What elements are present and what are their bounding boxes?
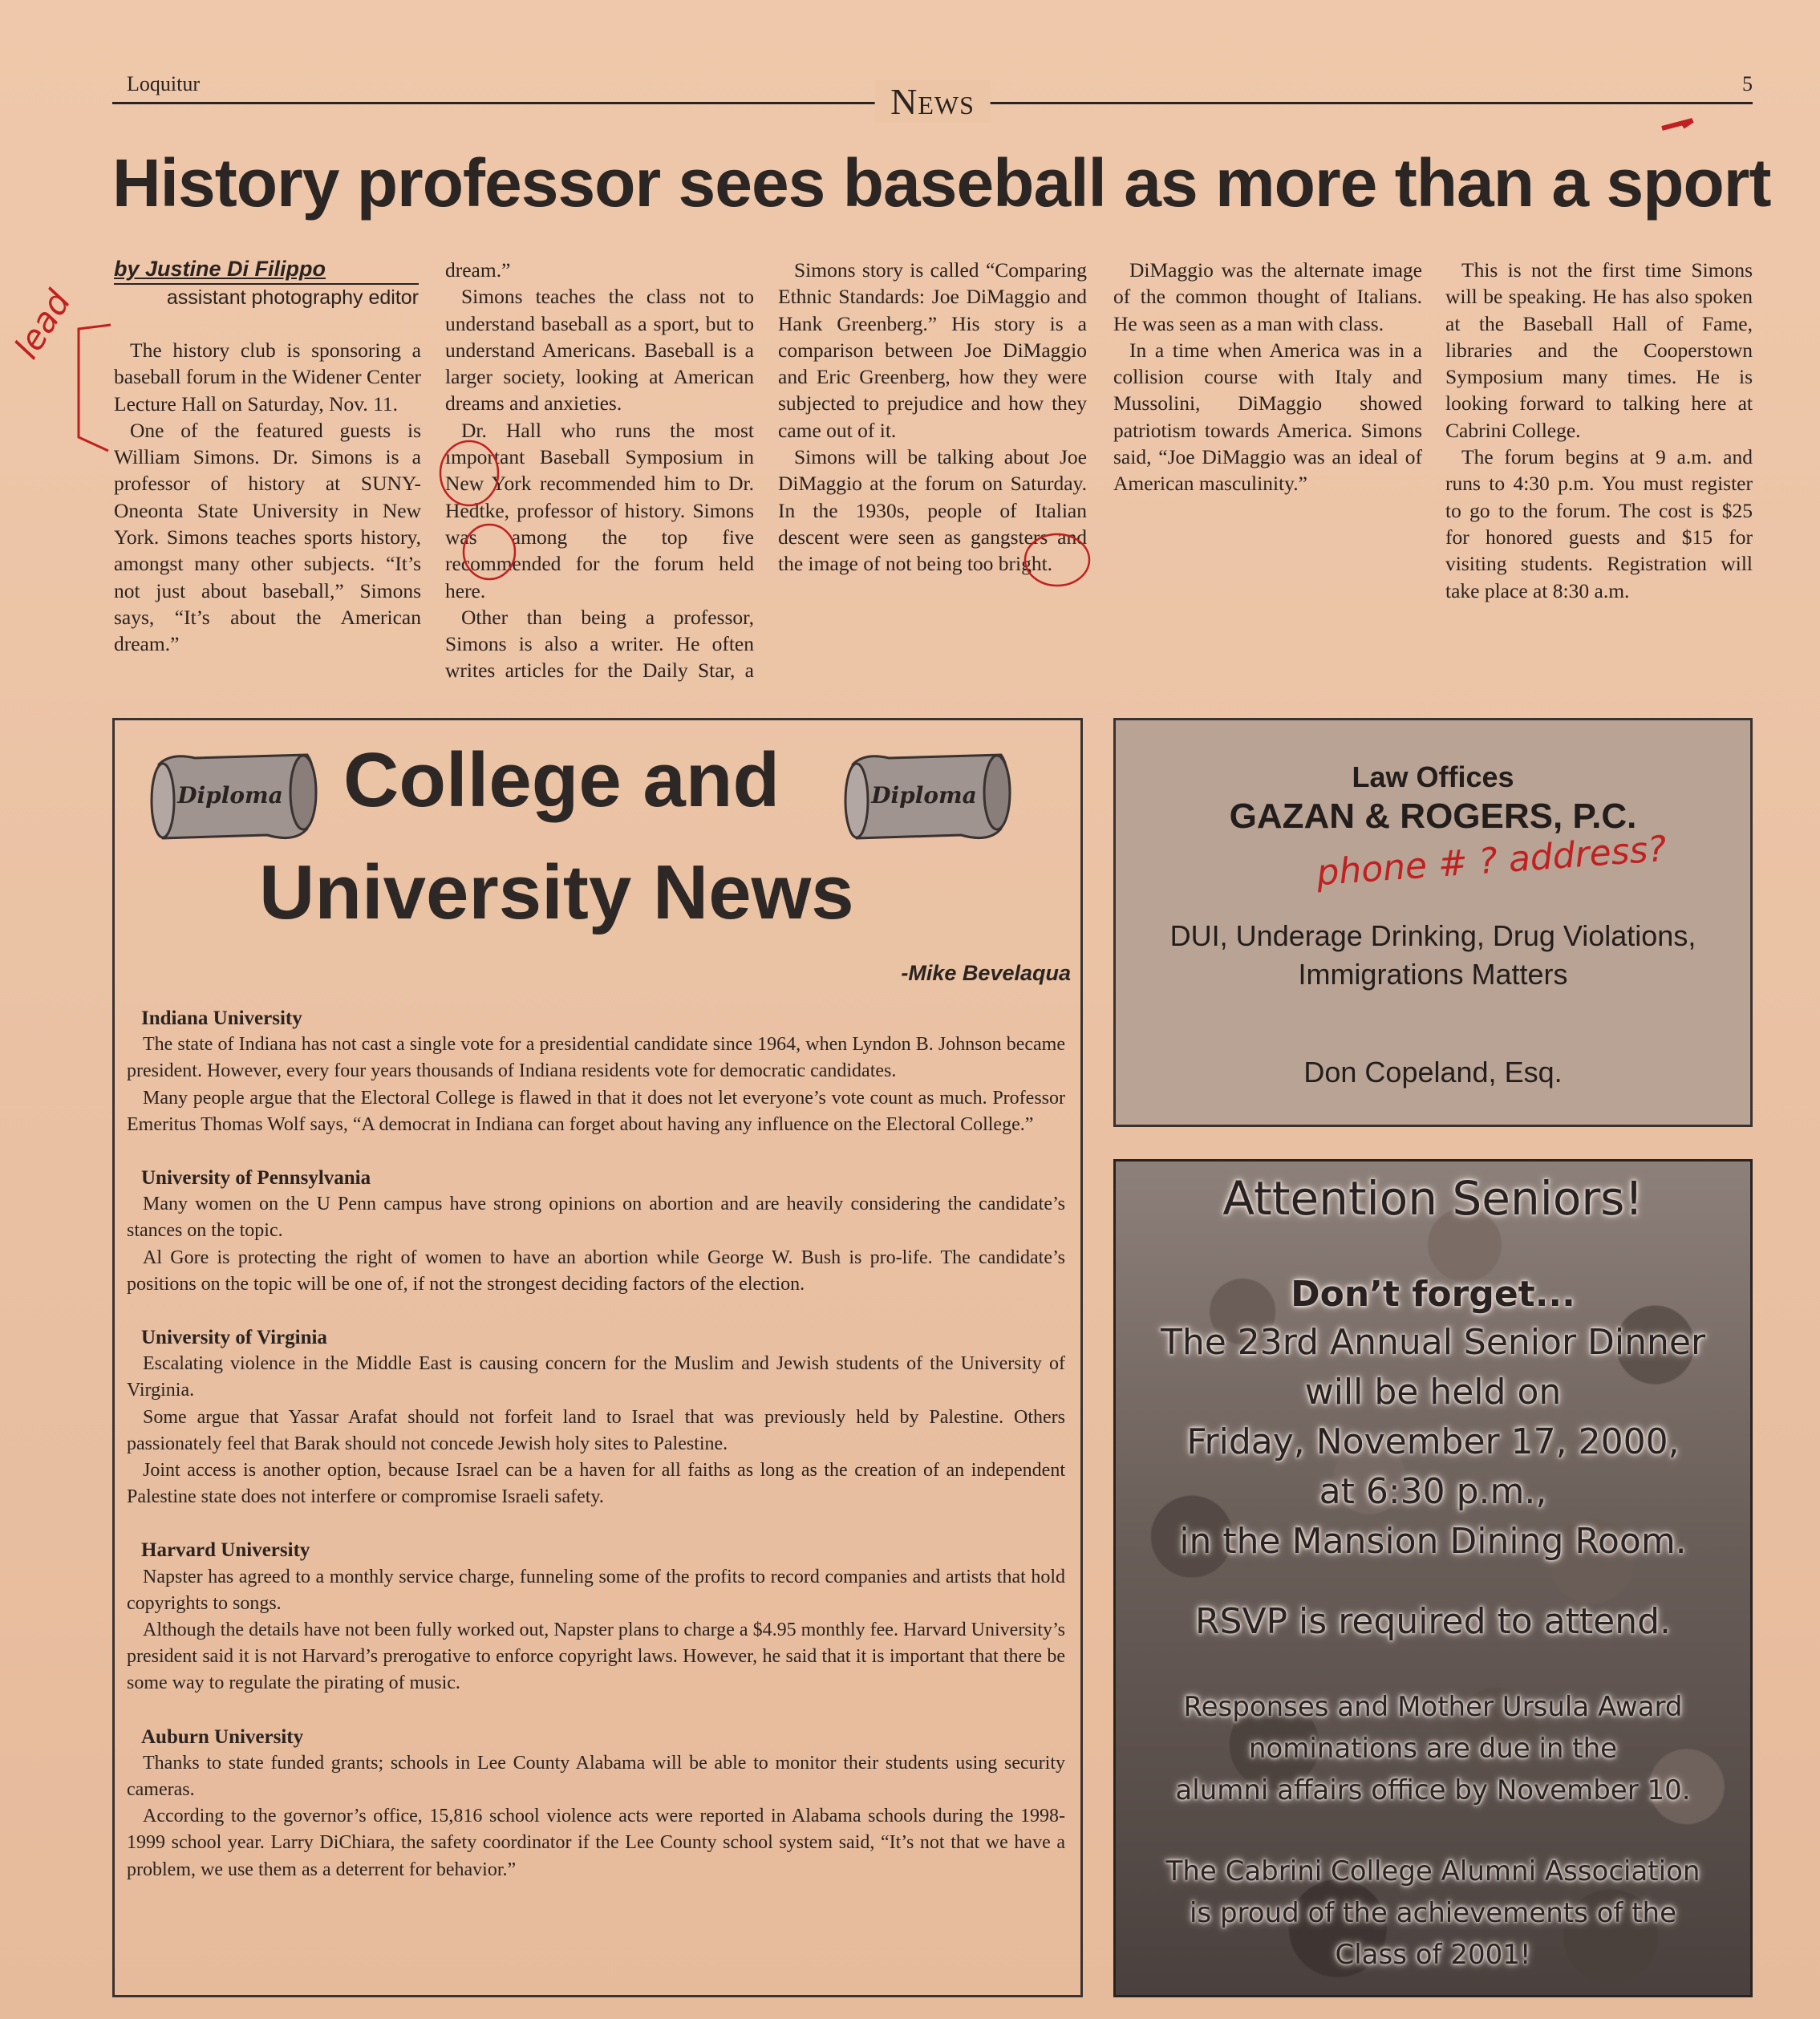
law-office-ad <box>1113 718 1753 1127</box>
section-school: Auburn University <box>141 1725 304 1748</box>
section-paragraph: Napster has agreed to a monthly service charge, funneling some of the profits to record companies and artists that hold copyrights to songs. <box>127 1566 1065 1614</box>
senior-ad-line: at 6:30 p.m., <box>1319 1471 1547 1512</box>
article-paragraph: The history club is sponsoring a baseball forum in the Widener Center Lecture Hall on Saturday, Nov. 11. <box>114 339 421 416</box>
lead-bracket <box>79 325 111 451</box>
diploma-icon <box>147 748 319 845</box>
section-paragraph: Escalating violence in the Middle East is causing concern for the Muslim and Jewish students of the University of Virginia. <box>127 1353 1065 1401</box>
article-paragraph: Simons story is called “Comparing Ethnic Standards: Joe DiMaggio and Hank Greenberg.” His story is a comparison between Joe DiMaggio and Eric Greenberg, how they were subjected to prejudice and how they came out of it. <box>778 258 1087 442</box>
article-column-5 <box>1445 257 1753 686</box>
section-school: University of Virginia <box>141 1327 327 1349</box>
news-section <box>127 1005 1065 1138</box>
senior-ad-title: Attention Seniors! <box>1222 1171 1644 1226</box>
news-section <box>127 1324 1065 1510</box>
section-label: News <box>874 80 991 123</box>
section-school: Harvard University <box>141 1539 310 1562</box>
senior-ad-rsvp: RSVP is required to attend. <box>1194 1601 1672 1642</box>
article-headline: History professor sees baseball as more than a sport <box>112 145 1771 221</box>
college-news-title-line1: College and <box>343 737 780 823</box>
article-continuation: dream.” <box>445 258 511 282</box>
article-paragraph: This is not the first time Simons will be speaking. He has also spoken at the Baseball Hall of Fame, libraries and the Cooperstown Symposium many times. He is looking forward to talking here at Cabrini College. <box>1445 258 1753 442</box>
senior-ad-line: The 23rd Annual Senior Dinner <box>1160 1322 1706 1363</box>
article-paragraph: Simons will be talking about Joe DiMaggio at the forum on Saturday. In the 1930s, people of Italian descent were seen as gangsters and the image of not being too bright. <box>778 445 1087 576</box>
editor-note-lead: lead <box>6 283 79 366</box>
senior-ad-line: Don’t forget... <box>1291 1274 1575 1315</box>
senior-ad-line: The Cabrini College Alumni Association <box>1165 1855 1700 1887</box>
section-paragraph: Although the details have not been fully worked out, Napster plans to charge a $4.95 monthly fee. Harvard University’s president said it is not Harvard’s prerogative to enforce copyright laws. However, he said that it is important that there be some way to regulate the pirating of music. <box>127 1620 1065 1694</box>
section-paragraph: Many women on the U Penn campus have strong opinions on abortion and are heavily considering the candidate’s stances on the topic. <box>127 1194 1065 1242</box>
senior-ad-line: nominations are due in the <box>1248 1733 1618 1765</box>
section-school: Indiana University <box>141 1007 302 1029</box>
section-paragraph: Al Gore is protecting the right of women to have an abortion while George W. Bush is pro-life. The candidate’s positions on the topic will be one of, if not the strongest deciding factors of the election. <box>127 1247 1065 1295</box>
article-column-4 <box>1113 257 1422 686</box>
senior-ad-line: alumni affairs office by November 10. <box>1175 1774 1691 1806</box>
senior-ad-line: Class of 2001! <box>1335 1939 1531 1971</box>
publication-name: Loquitur <box>127 72 200 95</box>
article-paragraph: Simons teaches the class not to understand baseball as a sport, but to understand Americans. Baseball is a larger society, looking at American dreams and anxieties. <box>445 285 754 416</box>
college-news-author: -Mike Bevelaqua <box>901 961 1071 985</box>
running-header <box>112 72 1753 128</box>
diploma-label: Diploma <box>871 782 977 809</box>
article-paragraph: The forum begins at 9 a.m. and runs to 4:30 p.m. You must register to go to the forum. The cost is $25 for honored guests and $15 for visiting students. Registration will take place at 8:30 a.m. <box>1445 445 1753 602</box>
article-paragraph: DiMaggio was the alternate image of the common thought of Italians. He was seen as a man with class. <box>1113 258 1422 335</box>
byline <box>114 257 419 310</box>
section-paragraph: Many people argue that the Electoral College is flawed in that it does not let everyone’s vote count as much. Professor Emeritus Thomas Wolf says, “A democrat in Indiana can forget about having any influence on the Electoral College.” <box>127 1087 1065 1135</box>
news-section <box>127 1724 1065 1883</box>
news-section <box>127 1165 1065 1298</box>
byline-author: by Justine Di Filippo <box>114 257 326 281</box>
law-ad-heading: Law Offices <box>1352 760 1514 793</box>
diploma-icon <box>841 748 1013 845</box>
college-news-body <box>127 1005 1065 1910</box>
section-paragraph: Joint access is another option, because Israel can be a haven for all faiths as long as the creation of an independent Palestine state does not interfere or compromise Israeli safety. <box>127 1460 1065 1508</box>
college-news-title-line2: University News <box>259 849 854 935</box>
section-paragraph: The state of Indiana has not cast a single vote for a presidential candidate since 1964, when Lyndon B. Johnson became president. However, every four years thousands of Indiana residents vote for democratic candidates. <box>127 1034 1065 1082</box>
section-paragraph: According to the governor’s office, 15,816 school violence acts were reported in Alabama schools during the 1998-1999 school year. Larry DiChiara, the safety coordinator if the Lee County school system said, “It’s not that we have a problem, we use them as a deterrent for behavior.” <box>127 1806 1065 1880</box>
diploma-label: Diploma <box>177 782 283 809</box>
senior-ad-line: Responses and Mother Ursula Award <box>1183 1691 1683 1723</box>
law-attorney: Don Copeland, Esq. <box>1303 1056 1563 1089</box>
article-column-2 <box>445 257 754 686</box>
law-practice-areas: DUI, Underage Drinking, Drug Violations, Immigrations Matters <box>1169 919 1696 991</box>
article-paragraph: Other than being a professor, Simons is also a writer. He often writes articles for the Daily Star, a <box>445 605 754 683</box>
article-paragraph: Dr. Hall who runs the most important Baseball Symposium in New York recommended him to Dr. Hedtke, professor of history. Simons was among the top five recommended for the forum held here. <box>445 418 754 602</box>
section-paragraph: Thanks to state funded grants; schools in Lee County Alabama will be able to monitor their students using security cameras. <box>127 1752 1065 1801</box>
college-news-box <box>112 718 1083 1997</box>
senior-ad-line: Friday, November 17, 2000, <box>1186 1421 1680 1462</box>
senior-dinner-ad <box>1113 1159 1753 1997</box>
article-paragraph: One of the featured guests is William Simons. Dr. Simons is a professor of history at SUNY-Oneonta State University in New York. Simons teaches sports history, amongst many other subjects. “It’s not just about baseball,” Simons says, “It’s about the American dream.” <box>114 418 421 656</box>
section-school: University of Pennsylvania <box>141 1167 371 1190</box>
editor-note-phone: phone # ? address? <box>1315 828 1668 894</box>
senior-ad-line: will be held on <box>1304 1372 1562 1413</box>
section-paragraph: Some argue that Yassar Arafat should not forfeit land to Israel that was previously held by Palestine. Others passionately feel that Barak should not concede Jewish holy sites to Palestine. <box>127 1406 1065 1454</box>
news-section <box>127 1537 1065 1697</box>
senior-ad-line: is proud of the achievements of the <box>1189 1897 1676 1929</box>
law-firm-name: GAZAN & ROGERS, P.C. <box>1229 797 1637 836</box>
article-paragraph: In a time when America was in a collision course with Italy and Mussolini, DiMaggio showed patriotism towards America. Simons said, “Joe DiMaggio was an ideal of American masculinity.” <box>1113 338 1422 496</box>
page-number: 5 <box>1742 72 1753 95</box>
article-column-3 <box>778 257 1087 686</box>
senior-ad-line: in the Mansion Dining Room. <box>1179 1521 1687 1562</box>
byline-role: assistant photography editor <box>114 283 419 310</box>
article-column-1 <box>114 337 421 686</box>
